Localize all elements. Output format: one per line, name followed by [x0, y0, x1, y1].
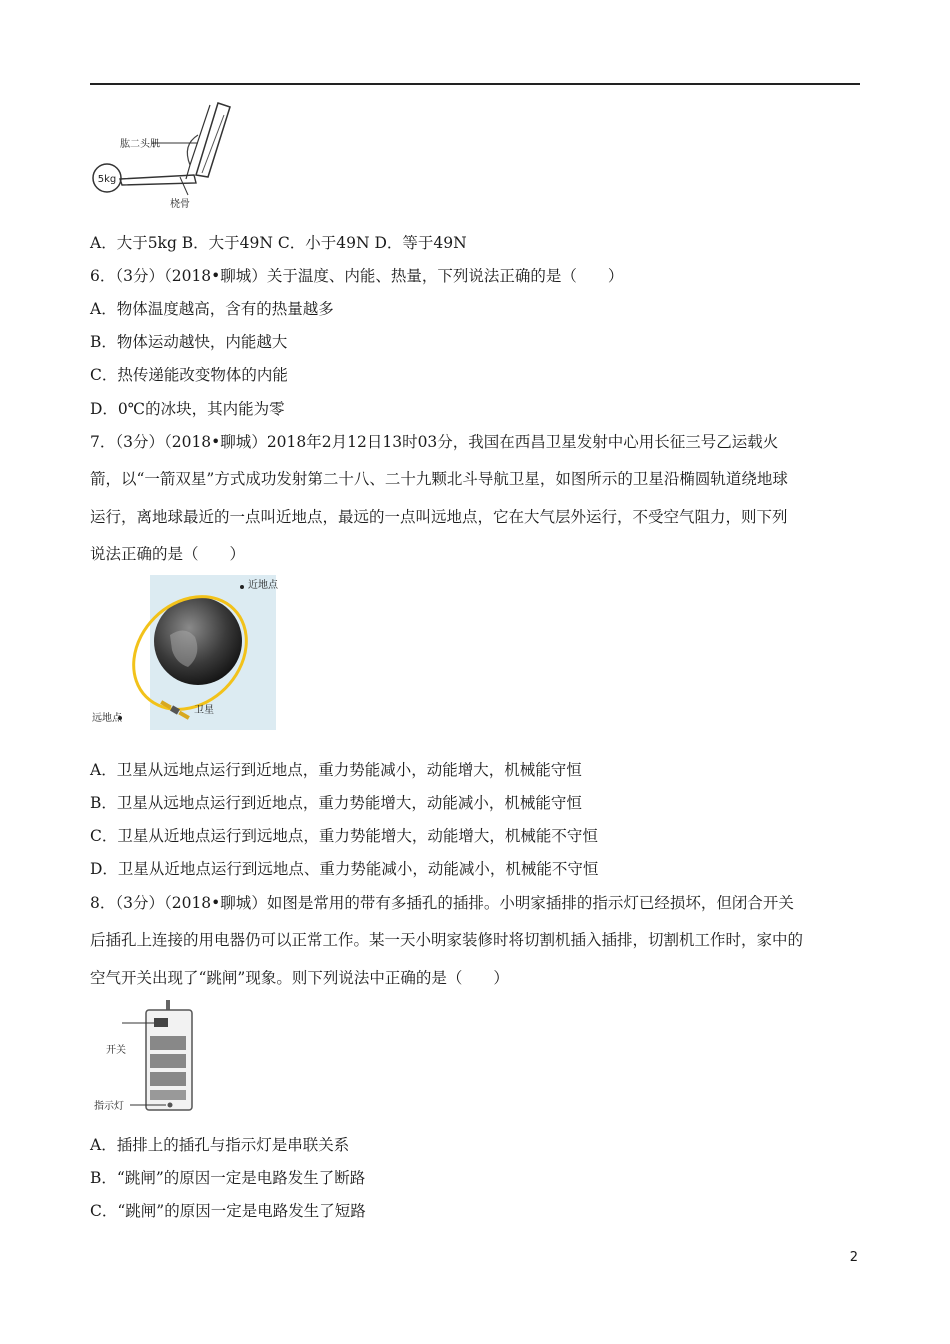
q8-option-c: C．“跳闸”的原因一定是电路发生了短路 [90, 1202, 366, 1220]
switch-label: 开关 [106, 1045, 126, 1056]
near-point-label: 近地点 [248, 580, 278, 591]
q6-option-b: B．物体运动越快，内能越大 [90, 333, 288, 351]
satellite-label: 卫星 [194, 705, 214, 716]
earth [154, 597, 242, 685]
q6-stem: 6．（3分）（2018•聊城）关于温度、内能、热量，下列说法正确的是（ ） [90, 267, 624, 285]
q8-stem-line-3: 空气开关出现了“跳闸”现象。则下列说法中正确的是（ ） [90, 969, 509, 987]
muscle-label: 肱二头肌 [120, 139, 160, 150]
arm-lever-figure [90, 95, 250, 215]
q7-stem-line-4: 说法正确的是（ ） [90, 545, 246, 563]
weight-label: 5kg [97, 174, 117, 185]
q7-option-b: B．卫星从远地点运行到近地点，重力势能增大，动能减小，机械能守恒 [90, 794, 582, 812]
page-number: 2 [849, 1250, 858, 1265]
q6-option-a: A．物体温度越高，含有的热量越多 [90, 300, 334, 318]
power-strip-figure [90, 1000, 210, 1118]
switch-button [154, 1018, 168, 1027]
q7-option-c: C．卫星从近地点运行到远地点，重力势能增大，动能增大，机械能不守恒 [90, 827, 598, 845]
satellite-orbit-figure [90, 575, 280, 730]
indicator-label: 指示灯 [94, 1101, 124, 1112]
q7-stem-line-3: 运行，离地球最近的一点叫近地点，最远的一点叫远地点，它在大气层外运行，不受空气阻力，则下列 [90, 508, 788, 526]
bone-label: 桡骨 [170, 199, 190, 210]
q8-option-a: A．插排上的插孔与指示灯是串联关系 [90, 1136, 350, 1154]
q7-stem-line-1: 7．（3分）（2018•聊城）2018年2月12日13时03分，我国在西昌卫星发射中心用长征三号乙运载火 [90, 433, 779, 451]
q7-option-a: A．卫星从远地点运行到近地点，重力势能减小，动能增大，机械能守恒 [90, 761, 582, 779]
indicator-light [168, 1103, 173, 1108]
q8-stem-line-1: 8．（3分）（2018•聊城）如图是常用的带有多插孔的插排。小明家插排的指示灯已经损坏，但闭合开关 [90, 894, 794, 912]
q7-stem-line-2: 箭，以“一箭双星”方式成功发射第二十八、二十九颗北斗导航卫星，如图所示的卫星沿椭圆轨道绕地球 [90, 470, 788, 488]
q8-stem-line-2: 后插孔上连接的用电器仍可以正常工作。某一天小明家装修时将切割机插入插排，切割机工作时，家中的 [90, 931, 804, 949]
q5-options: A．大于5kg B．大于49N C．小于49N D．等于49N [90, 234, 467, 252]
q6-option-d: D．0℃的冰块，其内能为零 [90, 400, 285, 418]
header-rule [90, 83, 860, 85]
q7-option-d: D．卫星从近地点运行到远地点、重力势能减小，动能减小，机械能不守恒 [90, 860, 599, 878]
q6-option-c: C．热传递能改变物体的内能 [90, 366, 288, 384]
q8-option-b: B．“跳闸”的原因一定是电路发生了断路 [90, 1169, 366, 1187]
far-point-label: 远地点 [92, 713, 122, 724]
